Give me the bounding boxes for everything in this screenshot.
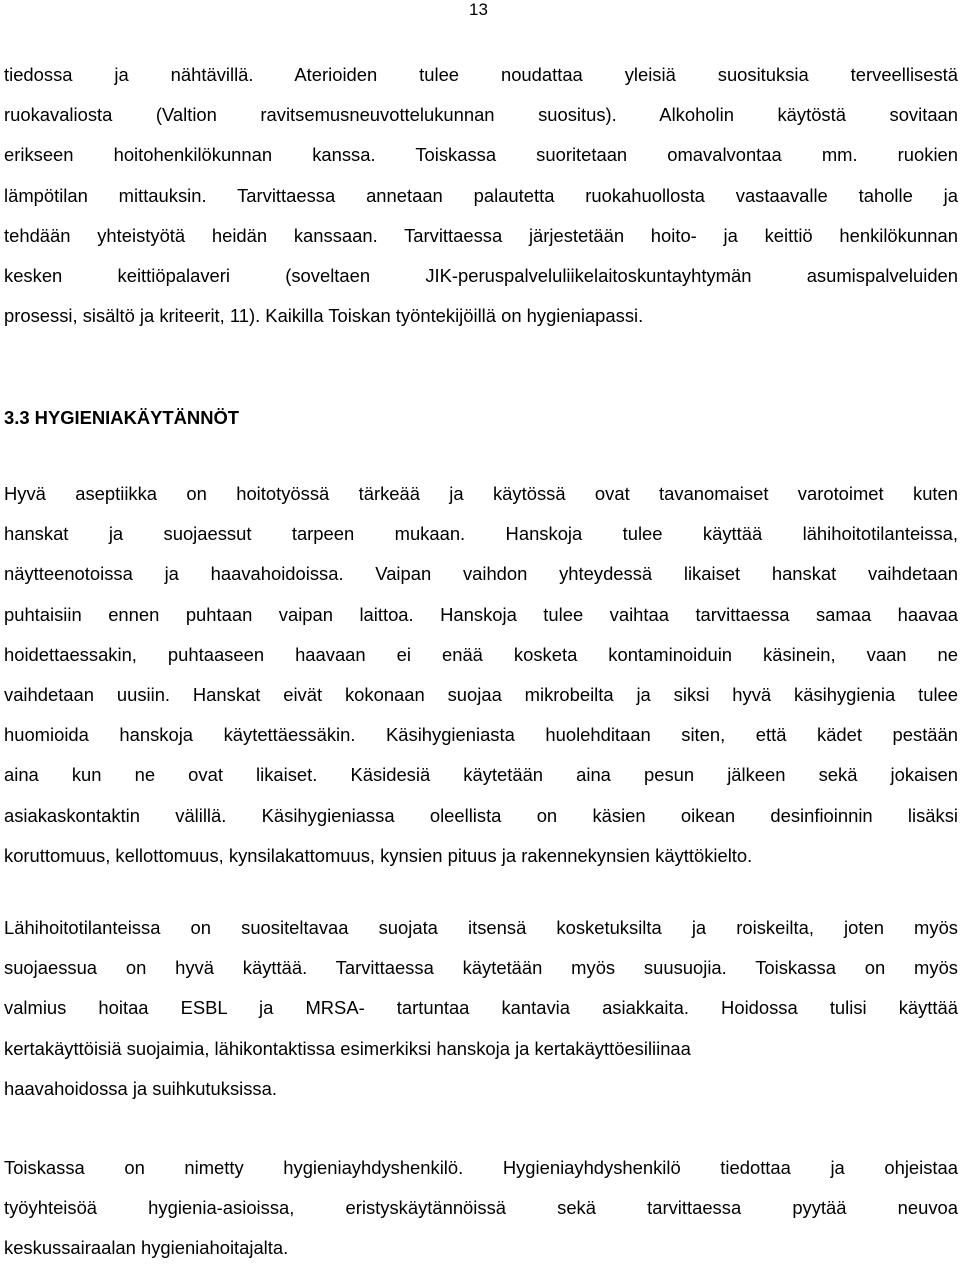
text-line: asiakaskontaktin välillä. Käsihygieniassa oleellista on käsien oikean desinfioinnin lisäksi <box>4 804 958 826</box>
text-line: vaihdetaan uusiin. Hanskat eivät kokonaan suojaa mikrobeilta ja siksi hyvä käsihygienia tulee <box>4 684 958 706</box>
text-line: tiedossa ja nähtävillä. Aterioiden tulee noudattaa yleisiä suosituksia terveellisestä <box>4 64 958 85</box>
text-line: puhtaisiin ennen puhtaan vaipan laittoa. Hanskoja tulee vaihtaa tarvittaessa samaa haavaa <box>4 603 958 625</box>
paragraph-food-service <box>4 55 958 336</box>
paragraph-hygiene-contact <box>4 1148 958 1269</box>
text-line: valmius hoitaa ESBL ja MRSA- tartuntaa kantavia asiakkaita. Hoidossa tulisi käyttää <box>4 997 958 1019</box>
text-line: Toiskassa on nimetty hygieniayhdyshenkilö. Hygieniayhdyshenkilö tiedottaa ja ohjeistaa <box>4 1157 958 1178</box>
text-line: ruokavaliosta (Valtion ravitsemusneuvottelukunnan suositus). Alkoholin käytöstä sovitaan <box>4 104 958 126</box>
text-line: kesken keittiöpalaveri (soveltaen JIK-peruspalveluliikelaitoskuntayhtymän asumispalveluiden <box>4 265 958 287</box>
text-line: näytteenotoissa ja haavahoidoissa. Vaipan vaihdon yhteydessä likaiset hanskat vaihdetaan <box>4 563 958 585</box>
text-line: tehdään yhteistyötä heidän kanssaan. Tarvittaessa järjestetään hoito- ja keittiö henkilökunnan <box>4 224 958 246</box>
text-line: hanskat ja suojaessut tarpeen mukaan. Hanskoja tulee käyttää lähihoitotilanteissa, <box>4 523 958 545</box>
text-line: lämpötilan mittauksin. Tarvittaessa annetaan palautetta ruokahuollosta vastaavalle taholle ja <box>4 184 958 206</box>
text-line: erikseen hoitohenkilökunnan kanssa. Toiskassa suoritetaan omavalvontaa mm. ruokien <box>4 144 958 166</box>
text-line: Lähihoitotilanteissa on suositeltavaa suojata itsensä kosketuksilta ja roiskeilta, joten myös <box>4 917 958 938</box>
text-line: huomioida hanskoja käytettäessäkin. Käsihygieniasta huolehditaan siten, että kädet pestään <box>4 724 958 746</box>
section-heading: 3.3 HYGIENIAKÄYTÄNNÖT <box>4 407 240 428</box>
text-line: aina kun ne ovat likaiset. Käsidesiä käytetään aina pesun jälkeen sekä jokaisen <box>4 764 958 786</box>
text-line: prosessi, sisältö ja kriteerit, 11). Kaikilla Toiskan työntekijöillä on hygieniapassi. <box>4 305 644 327</box>
text-line: keskussairaalan hygieniahoitajalta. <box>4 1237 289 1259</box>
text-line: hoidettaessakin, puhtaaseen haavaan ei enää kosketa kontaminoiduin käsinein, vaan ne <box>4 643 958 665</box>
text-line: suojaessua on hyvä käyttää. Tarvittaessa käytetään myös suusuojia. Toiskassa on myös <box>4 957 958 979</box>
page-number: 13 <box>469 0 488 19</box>
text-line: Hyvä aseptiikka on hoitotyössä tärkeää ja käytössä ovat tavanomaiset varotoimet kuten <box>4 483 958 504</box>
text-line: koruttomuus, kellottomuus, kynsilakattomuus, kynsien pituus ja rakennekynsien käyttökielto. <box>4 844 753 866</box>
paragraph-aseptics <box>4 474 958 876</box>
text-line: työyhteisöä hygienia-asioissa, eristyskäytännöissä sekä tarvittaessa pyytää neuvoa <box>4 1197 958 1219</box>
text-line: kertakäyttöisiä suojaimia, lähikontaktissa esimerkiksi hanskoja ja kertakäyttöesiliinaa <box>4 1037 691 1059</box>
paragraph-protection <box>4 908 958 1109</box>
text-line: haavahoidossa ja suihkutuksissa. <box>4 1077 277 1099</box>
